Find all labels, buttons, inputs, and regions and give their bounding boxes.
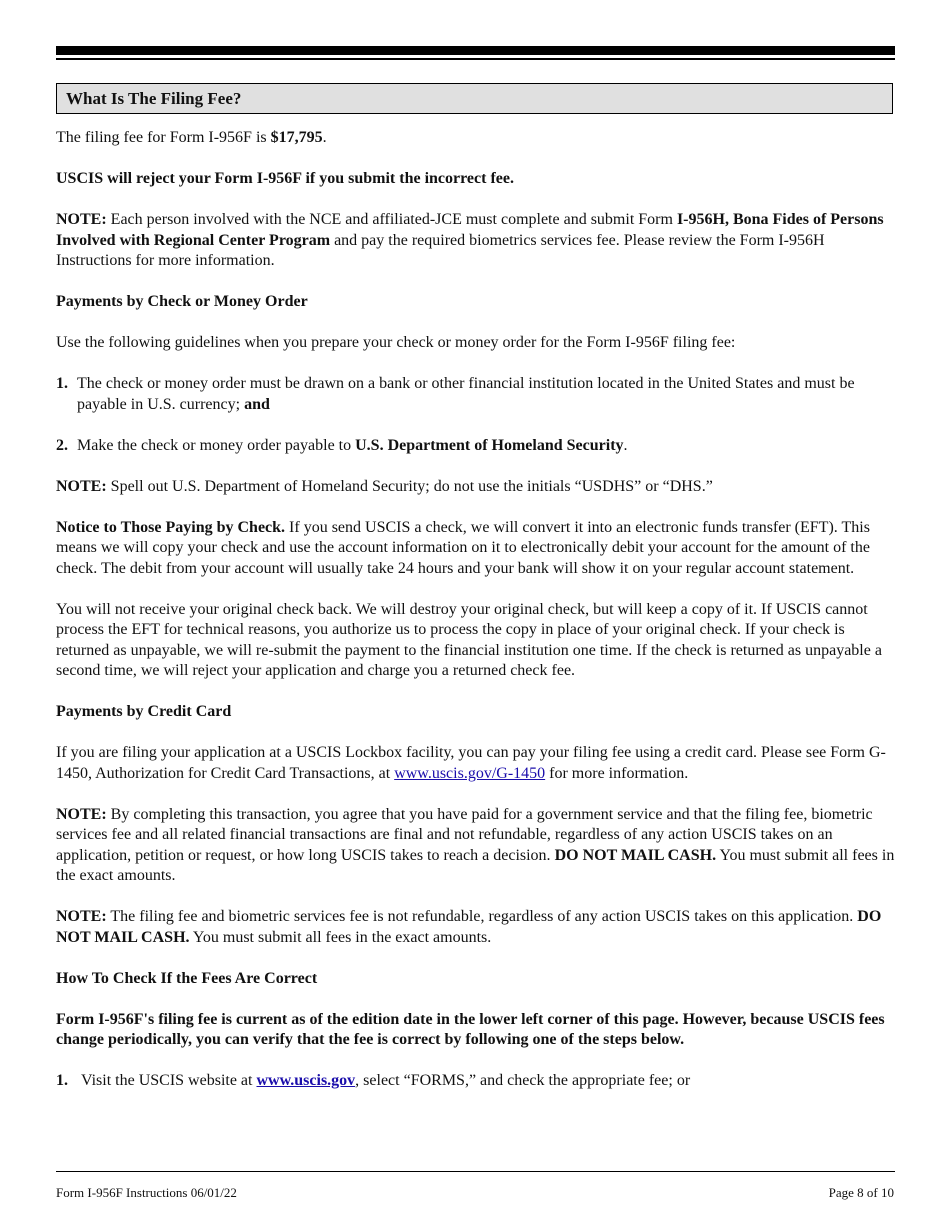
check-fee-step-1: 1. Visit the USCIS website at www.uscis.gov, select “FORMS,” and check the appropriate fee; or xyxy=(56,1072,691,1089)
section-title: What Is The Filing Fee? xyxy=(66,89,242,108)
note-credit-card-final: NOTE: By completing this transaction, you agree that you have paid for a government service and that the filing fee, biometric services fee and all related financial transactions are final and not refundable, regardless of any action USCIS takes on an application, petition or request, or how long USCIS takes to reach a decision. DO NOT MAIL CASH. You must submit all fees in the exact amounts. xyxy=(56,805,895,884)
footer-page-number: Page 8 of 10 xyxy=(828,1185,894,1200)
credit-card-paragraph: If you are filing your application at a USCIS Lockbox facility, you can pay your filing fee using a credit card. Please see Form G-1450, Authorization for Credit Card Transactions, at www.uscis.gov/G-1450 for more information. xyxy=(56,744,886,782)
footer-form-edition: Form I-956F Instructions 06/01/22 xyxy=(56,1185,237,1200)
uscis-website-link[interactable]: www.uscis.gov xyxy=(256,1072,356,1089)
note-i956h: NOTE: Each person involved with the NCE and affiliated-JCE must complete and submit Form I-956H, Bona Fides of Persons Involved with Regional Center Program and pay the required biometrics services fee. Please review the Form I-956H Instructions for more information. xyxy=(56,211,884,269)
guideline-item-2: 2. Make the check or money order payable to U.S. Department of Homeland Security. xyxy=(56,436,628,454)
top-thin-rule xyxy=(56,58,895,60)
top-thick-rule xyxy=(56,46,895,55)
footer-rule xyxy=(56,1171,895,1172)
credit-card-heading: Payments by Credit Card xyxy=(56,703,232,720)
fee-current-paragraph: Form I-956F's filing fee is current as of the edition date in the lower left corner of this page. However, because USCIS fees change periodically, you can verify that the fee is correct by following one of the steps below. xyxy=(56,1010,885,1048)
document-body xyxy=(56,128,895,1112)
fee-amount: $17,795 xyxy=(270,129,323,146)
notice-paying-by-check: Notice to Those Paying by Check. If you send USCIS a check, we will convert it into an electronic funds transfer (EFT). This means we will copy your check and use the account information on it to electronically debit your account for the amount of the check. The debit from your account will usually take 24 hours and your bank will show it on your regular account statement. xyxy=(56,518,870,577)
section-header xyxy=(56,83,893,114)
reject-warning: USCIS will reject your Form I-956F if you submit the incorrect fee. xyxy=(56,170,514,187)
guideline-item-1: 1. The check or money order must be drawn on a bank or other financial institution located in the United States and must be payable in U.S. currency; and xyxy=(56,375,855,413)
note-spell-out: NOTE: Spell out U.S. Department of Homeland Security; do not use the initials “USDHS” or “DHS.” xyxy=(56,477,713,495)
check-money-order-heading: Payments by Check or Money Order xyxy=(56,293,308,310)
note-not-refundable: NOTE: The filing fee and biometric services fee is not refundable, regardless of any action USCIS takes on this application. DO NOT MAIL CASH. You must submit all fees in the exact amounts. xyxy=(56,908,882,946)
fee-paragraph: The filing fee for Form I-956F is $17,795. xyxy=(56,129,327,146)
check-fees-heading: How To Check If the Fees Are Correct xyxy=(56,969,318,987)
original-check-paragraph: You will not receive your original check back. We will destroy your original check, but will keep a copy of it. If USCIS cannot process the EFT for technical reasons, you authorize us to process the copy in place of your original check. If your check is returned as unpayable, we will re-submit the payment to the financial institution one time. If the check is returned as unpayable a second time, we will reject your application and charge you a returned check fee. xyxy=(56,600,882,679)
g1450-link[interactable]: www.uscis.gov/G-1450 xyxy=(394,764,546,782)
guidelines-intro: Use the following guidelines when you prepare your check or money order for the Form I-956F filing fee: xyxy=(56,334,736,351)
